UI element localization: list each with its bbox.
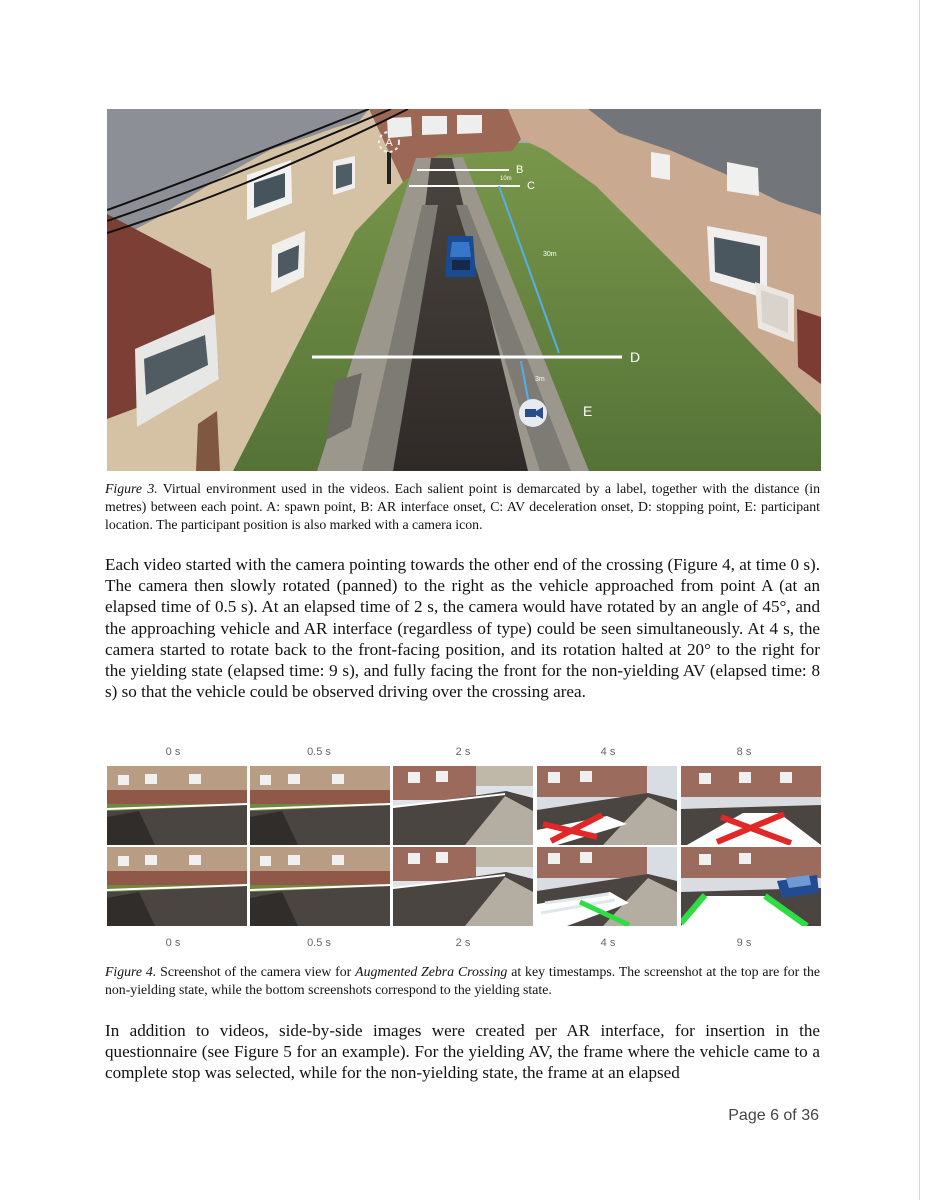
top-time-label-1: 0 s — [165, 746, 181, 758]
bottom-time-label-2: 0.5 s — [307, 937, 331, 949]
page-number: Page 6 of 36 — [728, 1107, 819, 1124]
bottom-time-label-1: 0 s — [165, 937, 181, 949]
figure-4 — [107, 743, 821, 953]
screenshot-nonyielding-4s — [537, 766, 677, 845]
screenshot-nonyielding-0s-scene — [107, 766, 247, 845]
label-b: B — [516, 164, 524, 176]
bottom-time-labels — [107, 937, 821, 953]
distance-de: 3m — [535, 376, 545, 383]
figure-4-caption-italic: Augmented Zebra Crossing — [355, 964, 508, 979]
top-time-label-5: 8 s — [736, 746, 752, 758]
screenshot-yielding-05s — [250, 847, 390, 926]
screenshot-yielding-2s-scene — [393, 847, 533, 926]
distance-bc: 10m — [500, 176, 512, 182]
screenshot-nonyielding-2s-scene — [393, 766, 533, 845]
label-a: A — [385, 137, 393, 149]
label-e: E — [583, 403, 593, 419]
screenshot-yielding-9s-scene — [681, 847, 821, 926]
far-window-3 — [457, 115, 482, 134]
bottom-time-label-5: 9 s — [736, 937, 752, 949]
top-time-label-4: 4 s — [600, 746, 616, 758]
bottom-time-label-4: 4 s — [600, 937, 616, 949]
screenshot-yielding-0s-scene — [107, 847, 247, 926]
screenshot-nonyielding-8s-scene — [681, 766, 821, 845]
paragraph-2: In addition to videos, side-by-side images were created per AR interface, for insertion in the questionnaire (see Figure 5 for an example). For the yielding AV, the frame where the vehicle came to a complete stop was selected, while for the non-yielding state, the frame at an elapsed — [105, 1021, 820, 1083]
vehicle — [445, 236, 476, 277]
figure-3-caption — [105, 480, 820, 534]
screenshot-yielding-9s — [681, 847, 821, 926]
camera-icon-body — [525, 409, 536, 417]
figure-3-caption-prefix: Figure 3. — [105, 481, 158, 496]
screenshot-yielding-2s — [393, 847, 533, 926]
page-edge — [919, 0, 920, 1200]
figure-3-scene — [107, 109, 821, 471]
label-d: D — [630, 349, 641, 365]
screenshot-nonyielding-4s-scene — [537, 766, 677, 845]
vehicle-roof — [450, 242, 471, 257]
figure-3-caption-text: Virtual environment used in the videos. Each salient point is demarcated by a label, together with the distance (in metres) between each point. A: spawn point, B: AR interface onset, C: AV deceleration onset, D: stopping point, E: participant location. The participant position is also marked with a camera icon. — [105, 481, 820, 532]
right-upper-window-2 — [651, 152, 670, 180]
figure-4-caption — [105, 963, 820, 999]
paragraph-1: Each video started with the camera pointing towards the other end of the crossing (Figure 4, at time 0 s). The camera then slowly rotated (panned) to the right as the vehicle approached from point A (at an elapsed time of 0.5 s). At an elapsed time of 2 s, the camera would have rotated by an angle of 45°, and the approaching vehicle and AR interface (regardless of type) could be seen simultaneously. At 4 s, the camera started to rotate back to the front-facing position, and its rotation halted at 20° to the right for the yielding state (elapsed time: 9 s), and fully facing the front for the non-yielding AV (elapsed time: 8 s) so that the vehicle could be observed driving over the crossing area. — [105, 555, 820, 702]
figure-4-caption-text-start: Screenshot of the camera view for — [156, 964, 356, 979]
top-time-label-3: 2 s — [455, 746, 471, 758]
figure-4-caption-text-end: at key timestamps. The screenshot at the top are for the non-yielding state, while the bottom screenshots correspond to the yielding state. — [105, 964, 820, 997]
figure-3-image — [107, 109, 821, 471]
screenshot-nonyielding-8s — [681, 766, 821, 845]
screenshot-nonyielding-05s — [250, 766, 390, 845]
bottom-time-label-3: 2 s — [455, 937, 471, 949]
label-c: C — [527, 180, 535, 192]
screenshot-nonyielding-2s — [393, 766, 533, 845]
screenshot-nonyielding-05s-scene — [250, 766, 390, 845]
screenshot-yielding-05s-scene — [250, 847, 390, 926]
top-time-label-2: 0.5 s — [307, 746, 331, 758]
far-window-2 — [422, 116, 447, 135]
distance-cd: 30m — [543, 251, 557, 258]
screenshot-yielding-4s — [537, 847, 677, 926]
screenshot-yielding-4s-scene — [537, 847, 677, 926]
figure-4-caption-prefix: Figure 4. — [105, 964, 157, 979]
screenshot-yielding-0s — [107, 847, 247, 926]
far-window-1 — [387, 117, 412, 138]
top-time-labels — [107, 746, 821, 762]
vehicle-window — [452, 260, 470, 270]
screenshot-nonyielding-0s — [107, 766, 247, 845]
